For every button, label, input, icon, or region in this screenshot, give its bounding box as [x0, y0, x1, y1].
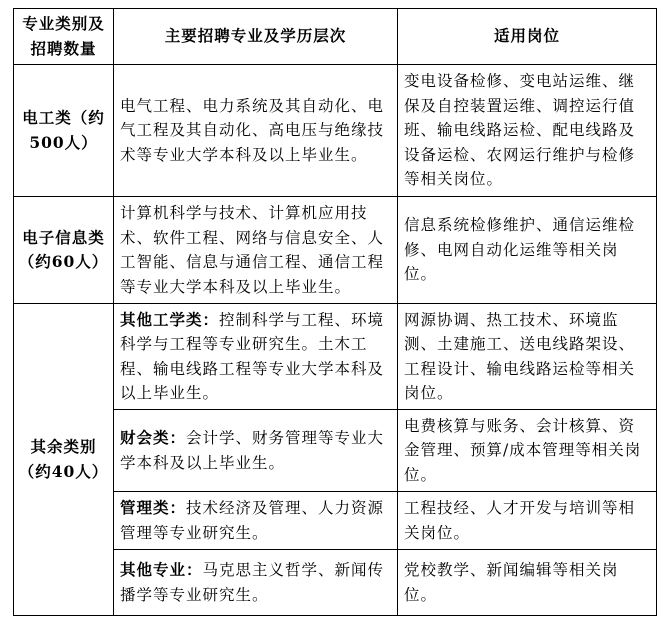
majors-text: 会计学、财务管理等专业大学本科及以上毕业生。	[120, 429, 385, 472]
category-cell: 电子信息类（约60人）	[14, 197, 114, 304]
positions-cell: 信息系统检修维护、通信运维检修、电网自动化运维等相关岗位。	[398, 197, 657, 304]
table-header-row	[14, 9, 657, 65]
positions-cell: 网源协调、热工技术、环境监测、土建施工、送电线路架设、工程设计、输电线路运检等相关岗位。	[398, 304, 657, 410]
header-positions: 适用岗位	[398, 9, 657, 65]
majors-label: 其他专业：	[120, 560, 203, 579]
majors-cell: 计算机科学与技术、计算机应用技术、软件工程、网络与信息安全、人工智能、信息与通信工程、通信工程等专业大学本科及以上毕业生。	[114, 197, 398, 304]
positions-cell: 变电设备检修、变电站运维、继保及自控装置运维、调控运行值班、输电线路运检、配电线路及设备运检、农网运行维护与检修等相关岗位。	[398, 65, 657, 197]
majors-label: 其他工学类：	[120, 309, 220, 329]
majors-cell: 电气工程、电力系统及其自动化、电气工程及其自动化、高电压与绝缘技术等专业大学本科及以上毕业生。	[114, 65, 398, 197]
positions-cell: 党校教学、新闻编辑等相关岗位。	[398, 550, 657, 616]
majors-label: 财会类：	[120, 428, 187, 447]
category-cell: 电工类（约500人）	[14, 65, 114, 197]
category-cell: 其余类别（约40人）	[14, 304, 114, 616]
majors-text: 控制科学与工程、环境科学与工程等专业研究生。土木工程、输电线路工程等专业大学本科及以上毕业生。	[120, 310, 385, 402]
majors-label: 管理类：	[120, 498, 187, 517]
header-category: 专业类别及招聘数量	[14, 9, 114, 65]
majors-cell	[114, 492, 398, 550]
majors-cell	[114, 550, 398, 616]
recruitment-table	[13, 8, 657, 616]
table-row	[14, 304, 657, 410]
positions-cell: 电费核算与账务、会计核算、资金管理、预算/成本管理等相关岗位。	[398, 410, 657, 492]
majors-cell	[114, 410, 398, 492]
table-row	[14, 197, 657, 304]
header-majors: 主要招聘专业及学历层次	[114, 9, 398, 65]
table-row	[14, 65, 657, 197]
majors-text: 马克思主义哲学、新闻传播学等专业研究生。	[120, 561, 385, 604]
majors-cell	[114, 304, 398, 410]
positions-cell: 工程技经、人才开发与培训等相关岗位。	[398, 492, 657, 550]
majors-text: 技术经济及管理、人力资源管理等专业研究生。	[120, 499, 385, 542]
